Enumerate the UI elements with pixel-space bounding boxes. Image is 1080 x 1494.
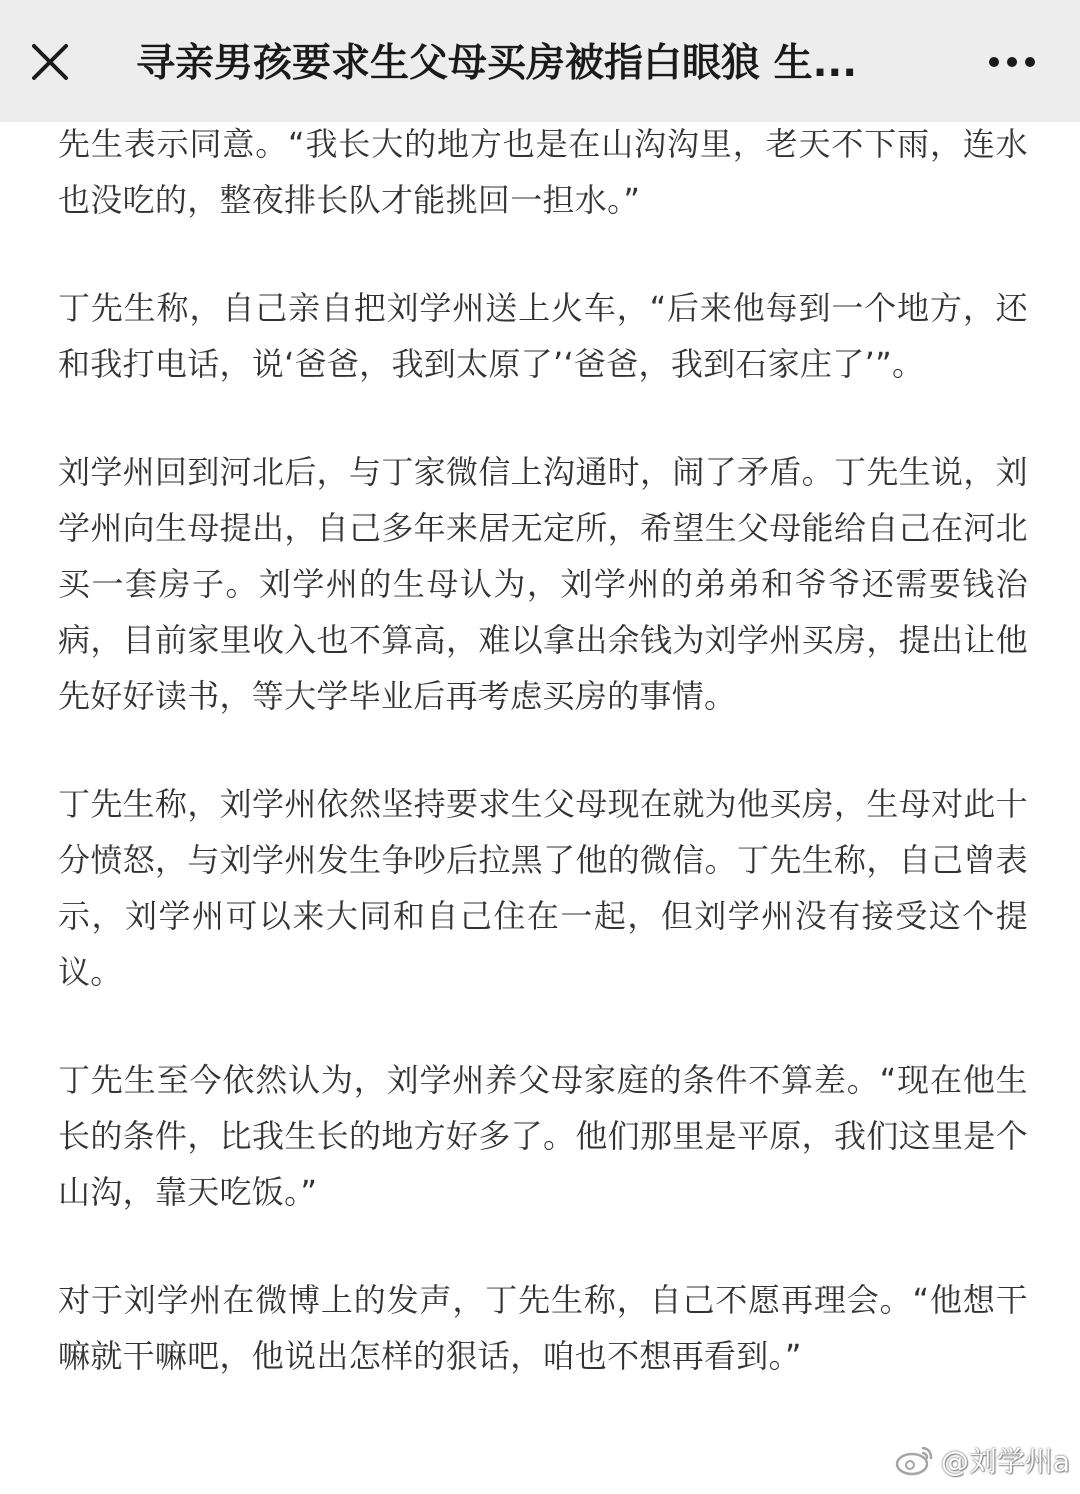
article-paragraph: 丁先生至今依然认为，刘学州养父母家庭的条件不算差。“现在他生长的条件，比我生长的地方好多了。他们那里是平原，我们这里是个山沟，靠天吃饭。” bbox=[58, 1061, 1028, 1211]
article-paragraph: 丁先生称，刘学州依然坚持要求生父母现在就为他买房，生母对此十分愤怒，与刘学州发生争吵后拉黑了他的微信。丁先生称，自己曾表示，刘学州可以来大同和自己住在一起，但刘学州没有接受这个提议。 bbox=[58, 785, 1028, 991]
top-bar bbox=[0, 0, 1080, 122]
more-dots-icon bbox=[986, 44, 1038, 80]
weibo-logo-icon bbox=[895, 1444, 935, 1476]
close-icon bbox=[28, 40, 72, 84]
article-body bbox=[58, 116, 1028, 1436]
article-paragraph: 丁先生称，自己亲自把刘学州送上火车，“后来他每到一个地方，还和我打电话，说‘爸爸，我到太原了’‘爸爸，我到石家庄了’”。 bbox=[58, 289, 1028, 383]
article-paragraph: 对于刘学州在微博上的发声，丁先生称，自己不愿再理会。“他想干嘛就干嘛吧，他说出怎样的狠话，咱也不想再看到。” bbox=[58, 1281, 1028, 1375]
article-paragraph: 先生表示同意。“我长大的地方也是在山沟沟里，老天不下雨，连水也没吃的，整夜排长队才能挑回一担水。” bbox=[58, 125, 1028, 219]
article-paragraph: 刘学州回到河北后，与丁家微信上沟通时，闹了矛盾。丁先生说，刘学州向生母提出，自己多年来居无定所，希望生父母能给自己在河北买一套房子。刘学州的生母认为，刘学州的弟弟和爷爷还需要钱治病，目前家里收入也不算高，难以拿出余钱为刘学州买房，提出让他先好好读书，等大学毕业后再考虑买房的事情。 bbox=[58, 453, 1028, 715]
watermark bbox=[895, 1440, 1070, 1480]
close-button[interactable] bbox=[28, 40, 72, 84]
watermark-text: @刘学州a bbox=[940, 1445, 1070, 1478]
more-options-button[interactable] bbox=[986, 44, 1038, 80]
page-title: 寻亲男孩要求生父母买房被指白眼狼 生... bbox=[136, 41, 858, 86]
